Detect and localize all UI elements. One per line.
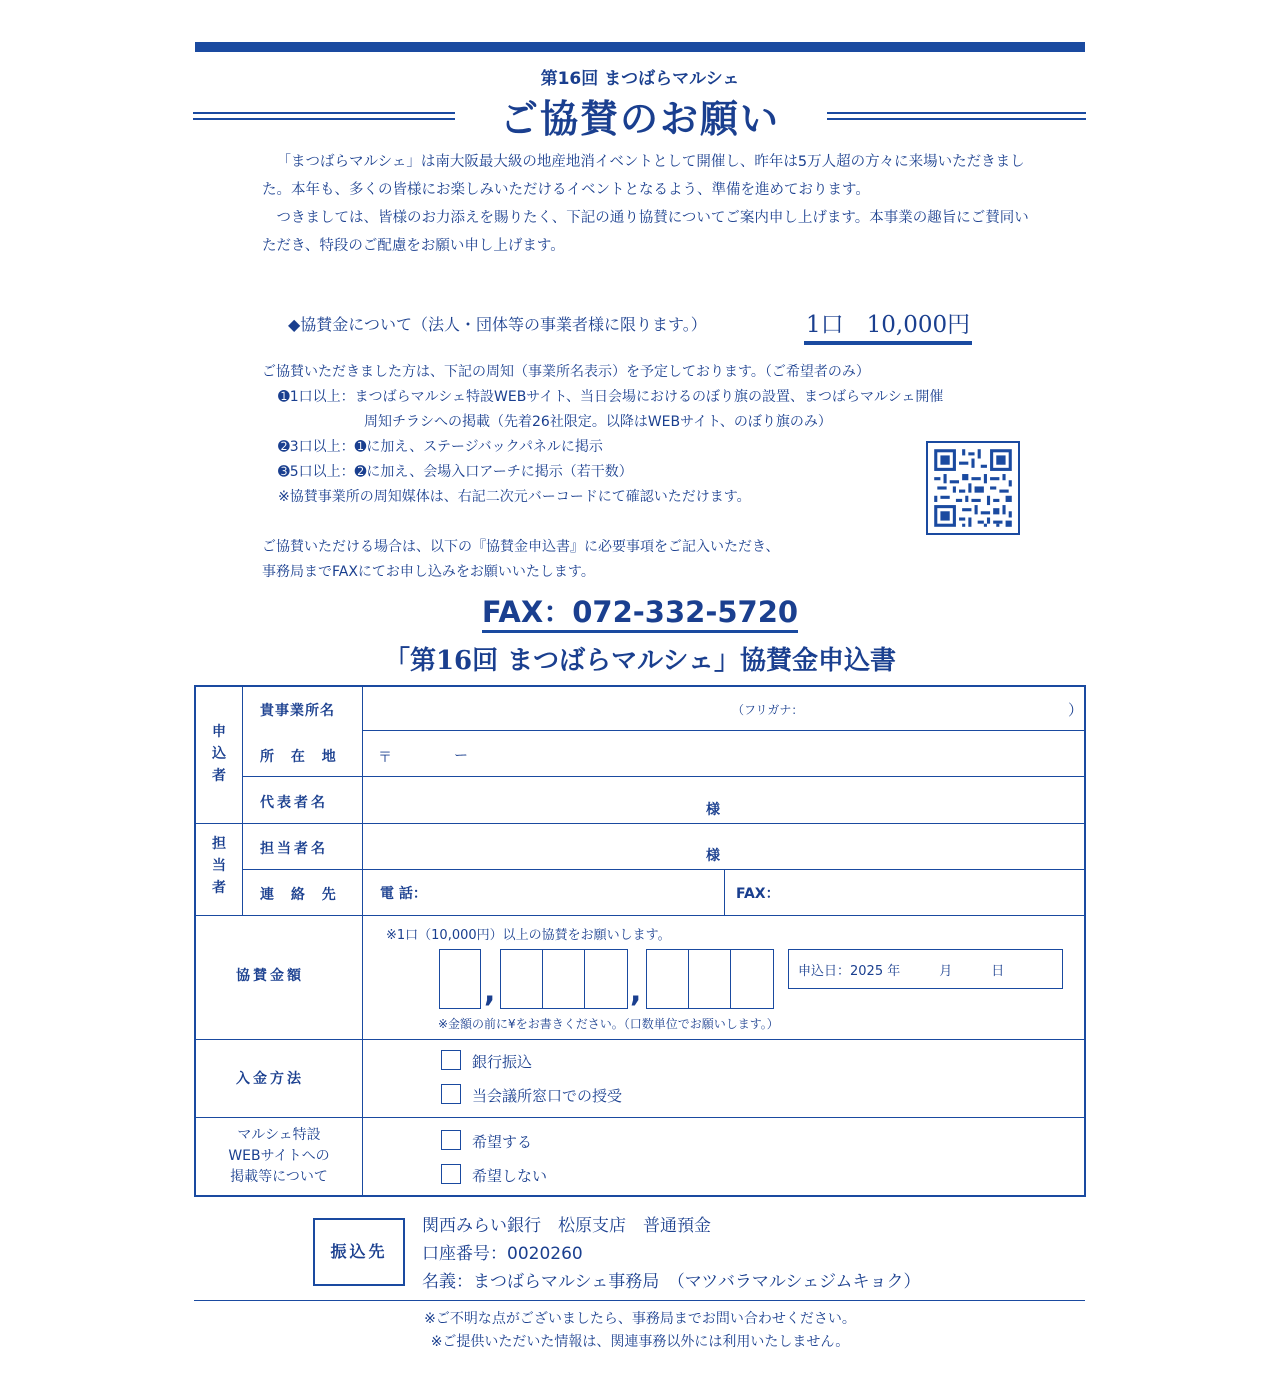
furigana-close: ） xyxy=(1068,701,1084,719)
representative-honorific: 様 xyxy=(706,802,720,818)
web-listing-yes-checkbox[interactable] xyxy=(441,1130,461,1150)
bank-label: 振込先 xyxy=(313,1218,405,1286)
web-listing-yes-label: 希望する xyxy=(472,1133,533,1151)
representative-label: 代表者名 xyxy=(260,795,328,811)
fax-number xyxy=(0,590,1280,631)
bank-transfer-label: 銀行振込 xyxy=(472,1053,533,1071)
bank-transfer-checkbox[interactable] xyxy=(441,1050,461,1070)
bank-name: 関西みらい銀行 松原支店 普通預金 xyxy=(422,1216,711,1236)
top-bar xyxy=(195,42,1085,52)
contact-info-label: 連 絡 先 xyxy=(260,887,342,903)
amount-label: 協賛金額 xyxy=(236,968,304,984)
amount-comma: , xyxy=(630,974,642,1009)
fax-number-text: FAX：072-332-5720 xyxy=(482,595,798,633)
postal-dash: ー xyxy=(454,748,468,764)
benefit-item-1-cont: 周知チラシへの掲載（先着26社限定。以降はWEBサイト、のぼり旗のみ） xyxy=(364,414,832,430)
form-title: 「第16回 まつばらマルシェ」協賛金申込書 xyxy=(383,646,897,676)
contact-group-label: 担 当 者 xyxy=(212,836,226,896)
amount-digit-group[interactable] xyxy=(500,949,628,1009)
postal-mark: 〒 xyxy=(378,750,392,766)
account-number: 口座番号：0020260 xyxy=(422,1244,583,1264)
contact-honorific: 様 xyxy=(706,848,720,864)
benefit-item-2: ➋3口以上：➊に加え、ステージバックパネルに掲示 xyxy=(278,439,603,455)
application-date-box[interactable] xyxy=(788,949,1063,989)
web-listing-label: マルシェ特設 WEBサイトへの 掲載等について xyxy=(228,1127,330,1185)
company-name-label: 貴事業所名 xyxy=(260,703,335,719)
counter-payment-checkbox[interactable] xyxy=(441,1084,461,1104)
amount-digit-box[interactable] xyxy=(439,949,481,1009)
web-listing-no-label: 希望しない xyxy=(472,1167,548,1185)
amount-comma: , xyxy=(484,974,496,1009)
application-form xyxy=(194,685,1086,1197)
phone-label: 電 話： xyxy=(380,886,427,902)
intro-paragraph-1: 「まつばらマルシェ」は南大阪最大級の地産地消イベントとして開催し、昨年は5万人超の方々に来場いただきました。本年も、多くの皆様にお楽しみいただけるイベントとなるよう、準備を進めております。 xyxy=(262,154,1025,198)
footer-note-2: ※ご提供いただいた情報は、関連事務以外には利用いたしません。 xyxy=(430,1334,850,1350)
page-title: ご協賛のお願い xyxy=(499,96,780,141)
address-label: 所 在 地 xyxy=(260,749,342,765)
apply-instructions xyxy=(262,535,779,585)
representative-field[interactable] xyxy=(366,779,1082,821)
qr-code-icon[interactable] xyxy=(926,441,1020,535)
account-holder: 名義：まつばらマルシェ事務局 （マツバラマルシェジムキョク） xyxy=(422,1272,921,1292)
intro-paragraph-2: つきましては、皆様のお力添えを賜りたく、下記の通り協賛についてご案内申し上げます。本事業の趣旨にご賛同いただき、特段のご配慮をお願い申し上げます。 xyxy=(262,210,1029,254)
application-date-text: 申込日：2025 年 月 日 xyxy=(798,964,1005,979)
footer-note-1: ※ご不明な点がございましたら、事務局までお問い合わせください。 xyxy=(424,1311,856,1327)
fax-label: FAX： xyxy=(736,886,780,902)
apply-line-2: 事務局までFAXにてお申し込みをお願いいたします。 xyxy=(262,564,595,580)
payment-method-label: 入金方法 xyxy=(236,1071,304,1087)
fee-label: ◆協賛金について（法人・団体等の事業者様に限ります。） xyxy=(288,315,707,334)
fee-amount: 1口 10,000円 xyxy=(804,306,972,345)
fax-field[interactable] xyxy=(786,873,1082,913)
intro-text xyxy=(262,148,1032,260)
contact-person-field[interactable] xyxy=(366,825,1082,867)
event-subtitle: 第16回 まつばらマルシェ xyxy=(540,69,740,89)
bank-info xyxy=(422,1212,920,1296)
amount-note-bottom: ※金額の前に¥をお書きください。（口数単位でお願いします。） xyxy=(438,1017,779,1031)
benefit-item-1: ➊1口以上：まつばらマルシェ特設WEBサイト、当日会場におけるのぼり旗の設置、まつばらマルシェ開催 xyxy=(278,389,944,405)
benefit-note: ※協賛事業所の周知媒体は、右記二次元バーコードにて確認いただけます。 xyxy=(278,489,751,505)
footer-divider xyxy=(194,1300,1085,1301)
applicant-group-label: 申 込 者 xyxy=(212,724,226,784)
counter-payment-label: 当会議所窓口での授受 xyxy=(472,1087,623,1105)
amount-digit-group[interactable] xyxy=(646,949,774,1009)
phone-field[interactable] xyxy=(442,873,720,913)
amount-note-top: ※1口（10,000円）以上の協賛をお願いします。 xyxy=(386,928,671,943)
benefit-item-3: ➌5口以上：➋に加え、会場入口アーチに掲示（若干数） xyxy=(278,464,633,480)
apply-line-1: ご協賛いただける場合は、以下の『協賛金申込書』に必要事項をご記入いただき、 xyxy=(262,539,780,555)
contact-person-label: 担当者名 xyxy=(260,841,328,857)
footer-notes xyxy=(0,1308,1280,1354)
furigana-label: （フリガナ： xyxy=(732,703,804,717)
web-listing-no-checkbox[interactable] xyxy=(441,1164,461,1184)
address-field[interactable] xyxy=(366,733,1082,775)
company-name-field[interactable] xyxy=(366,687,1082,729)
notes-intro: ご協賛いただきました方は、下記の周知（事業所名表示）を予定しております。（ご希望者のみ） xyxy=(262,364,870,380)
